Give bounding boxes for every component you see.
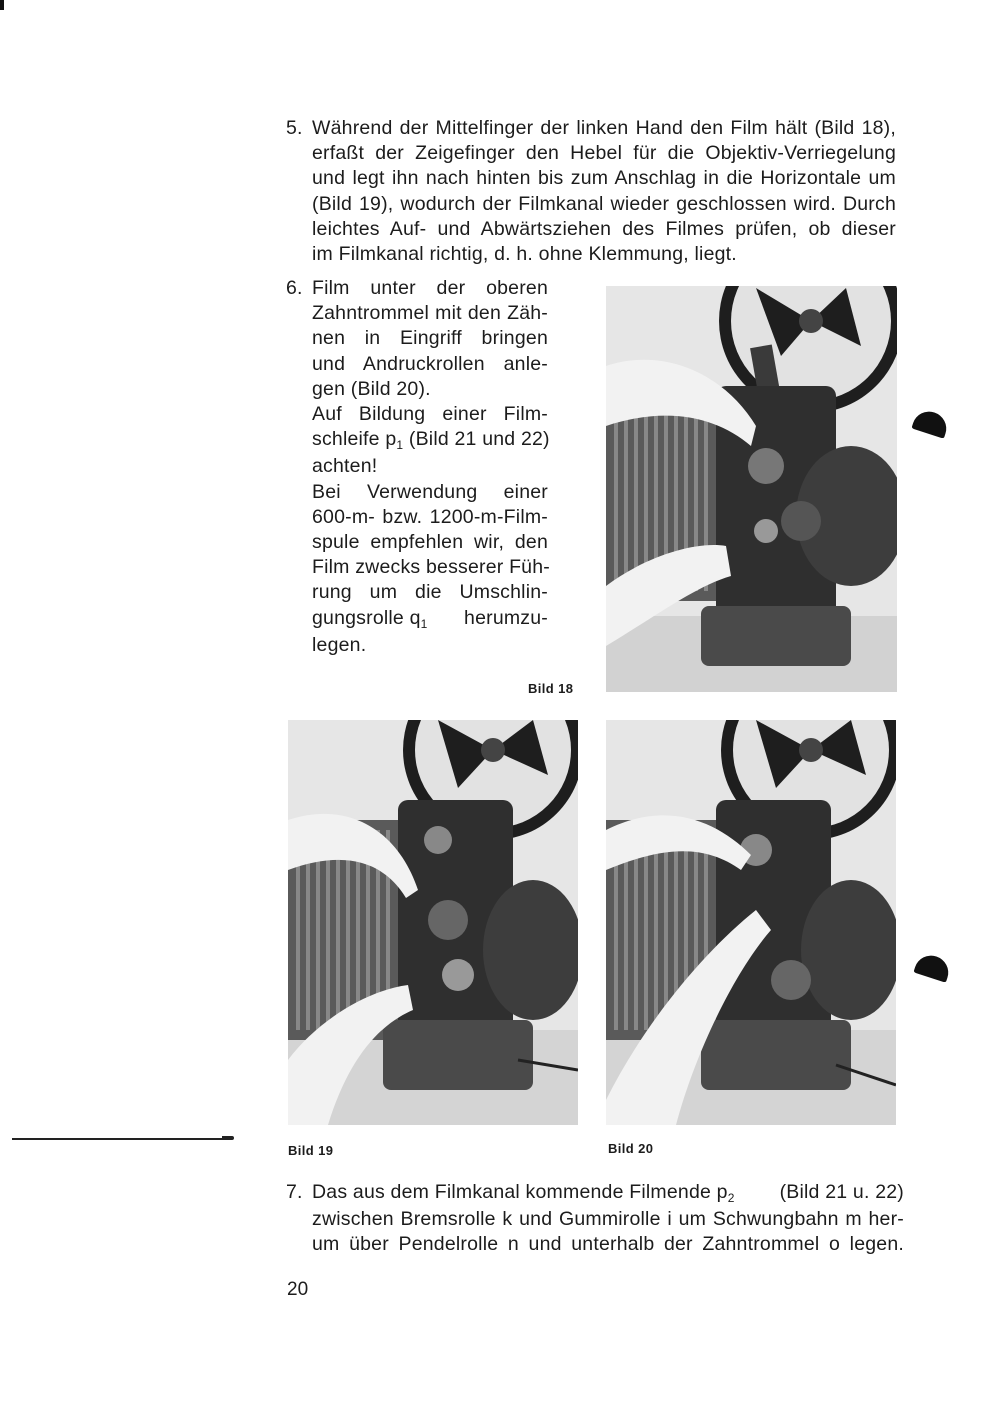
step-6-number: 6. [286,277,303,299]
step-7-first-line-text [312,1180,735,1207]
roller-line-text-end: herumzu- [464,606,548,629]
step-5-line: Während der Mittelfinger der linken Hand den Film hält (Bild 18), [312,117,896,139]
step-5-line: im Filmkanal richtig, d. h. ohne Klemmung, liegt. [312,243,737,266]
photo-bild-19 [288,720,578,1125]
roller-line-text [312,606,428,633]
caption-bild-20: Bild 20 [608,1141,654,1156]
step-6-paragraph [286,276,550,658]
loop-line-text-end: (Bild 21 und 22) [403,428,550,451]
step-6-line: Zahntrommel mit den Zäh- [312,302,548,325]
margin-rule-tip [222,1136,234,1140]
step-5-line: und legt ihn nach hinten bis zum Anschlag in die Horizontale um [312,167,896,190]
roller-line-subscript: 1 [420,616,428,631]
step-7-first-line-pre: Das aus dem Filmkanal kommende Filmende p [312,1181,728,1203]
step-5-line: (Bild 19), wodurch der Filmkanal wieder geschlossen wird. Durch [312,192,896,215]
roller-line-pre: gungsrolle q [312,606,421,629]
step-6-line: Bei Verwendung einer [312,480,548,503]
step-6-line: nen in Eingriff bringen [312,327,548,350]
step-5-paragraph [286,116,896,267]
step-6-line: Film unter der oberen [312,277,548,299]
scan-edge-mark [0,0,4,10]
projector-photo-18 [606,286,897,692]
step-7-first-line-end: (Bild 21 u. 22) [779,1181,904,1203]
step-6-line: 600-m- bzw. 1200-m-Film- [312,505,548,528]
step-6-line: Auf Bildung einer Film- [312,403,548,426]
margin-rule [12,1138,230,1140]
page-number: 20 [287,1279,309,1300]
step-6-line: rung um die Umschlin- [312,581,548,604]
loop-line-subscript: 1 [396,438,404,453]
step-5-line: erfaßt der Zeigefinger den Hebel für die Objektiv-Verriegelung [312,142,896,165]
step-5-number: 5. [286,117,303,139]
step-7-line: um über Pendelrolle n und unterhalb der Zahntrommel o legen. [312,1233,904,1256]
step-6-line: und Andruckrollen anle- [312,352,548,375]
step-6-roller-line [312,606,548,633]
step-6-line: gen (Bild 20). [312,377,431,400]
step-7-subscript: 2 [727,1191,735,1205]
step-7-line: zwischen Bremsrolle k und Gummirolle i um Schwungbahn m her- [312,1208,904,1231]
step-6-loop-line [312,427,548,454]
photo-bild-20 [606,720,896,1125]
caption-bild-19: Bild 19 [288,1143,334,1158]
step-7-first-line [312,1180,904,1207]
step-6-line: achten! [312,455,378,478]
step-6-line: spule empfehlen wir, den [312,531,548,554]
binding-tab-mark [911,407,950,438]
binding-tab-mark [913,951,952,982]
step-5-line: leichtes Auf- und Abwärtsziehen des Filmes prüfen, ob dieser [312,217,896,240]
step-6-line: Film zwecks besserer Füh- [312,556,550,579]
photo-bild-18 [606,286,897,692]
step-7-paragraph [286,1180,904,1258]
projector-photo-20 [606,720,896,1125]
loop-line-text: schleife p [312,428,397,451]
projector-photo-19 [288,720,578,1125]
step-6-line: legen. [312,633,367,656]
caption-bild-18: Bild 18 [528,681,574,696]
step-7-number: 7. [286,1181,303,1203]
